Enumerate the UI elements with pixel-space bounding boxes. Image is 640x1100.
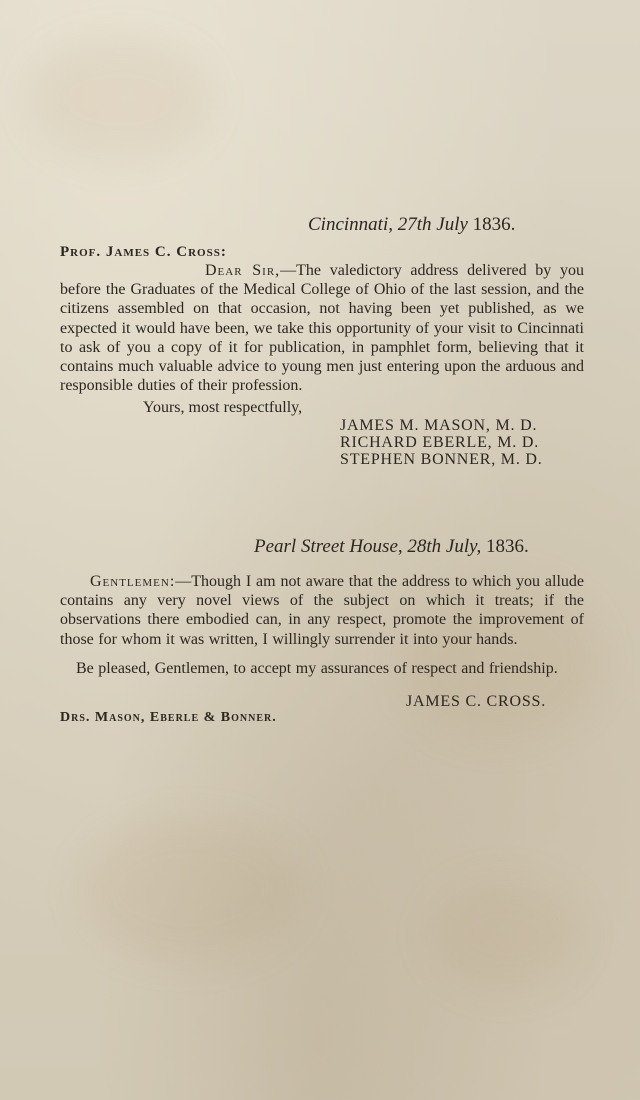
letter2-signature: JAMES C. CROSS.	[406, 693, 547, 710]
letter1-closing: Yours, most respectfully,	[143, 399, 303, 416]
letter1-body-text: —The valedictory address delivered by you before the Graduates of the Medical College of Ohio of the last session, and the citizens assembled on that occasion, not having been yet published, as we expected it would have been, we take this opportunity of your visit to Cincinnati to ask of you a copy of it for publication, in pamphlet form, believing that it contains much valuable advice to young men just entering upon the arduous and responsible duties of their profession.	[60, 262, 584, 395]
paper-stain	[30, 40, 210, 160]
letter2-addressee: Drs. Mason, Eberle & Bonner.	[60, 710, 277, 725]
letter1-signatory-2: RICHARD EBERLE, M. D.	[340, 434, 540, 451]
letter2-body-p1-text: —Though I am not aware that the address to which you allude contains any very novel views of the subject on which it treats; if the observations there embodied can, in any respect, promote the improvement of those for whom it was written, I willingly surrender it into your hands.	[60, 573, 584, 648]
letter1-dateline	[308, 214, 515, 236]
paper-stain	[80, 820, 300, 960]
letter2-body-p2: Be pleased, Gentlemen, to accept my assurances of respect and friendship.	[76, 660, 558, 677]
letter1-signatory-3: STEPHEN BONNER, M. D.	[340, 451, 543, 468]
letter1-dateline-date: 27th July	[397, 214, 468, 235]
letter1-signatory-1: JAMES M. MASON, M. D.	[340, 417, 538, 434]
letter2-salutation: Gentlemen:	[90, 573, 176, 590]
letter2-dateline	[254, 536, 529, 558]
paper-stain	[430, 880, 580, 990]
letter1-dateline-place: Cincinnati,	[308, 214, 393, 235]
letter1-recipient: Prof. James C. Cross:	[60, 244, 227, 260]
letter2-dateline-date: 28th July,	[407, 536, 482, 557]
letter1-salutation: Dear Sir,	[205, 262, 281, 279]
letter1-body	[60, 261, 584, 395]
letter2-dateline-place: Pearl Street House,	[254, 536, 403, 557]
letter1-dateline-year: 1836.	[472, 214, 516, 235]
letter2-dateline-year: 1836.	[486, 536, 529, 557]
letter2-body-p1	[60, 572, 584, 649]
